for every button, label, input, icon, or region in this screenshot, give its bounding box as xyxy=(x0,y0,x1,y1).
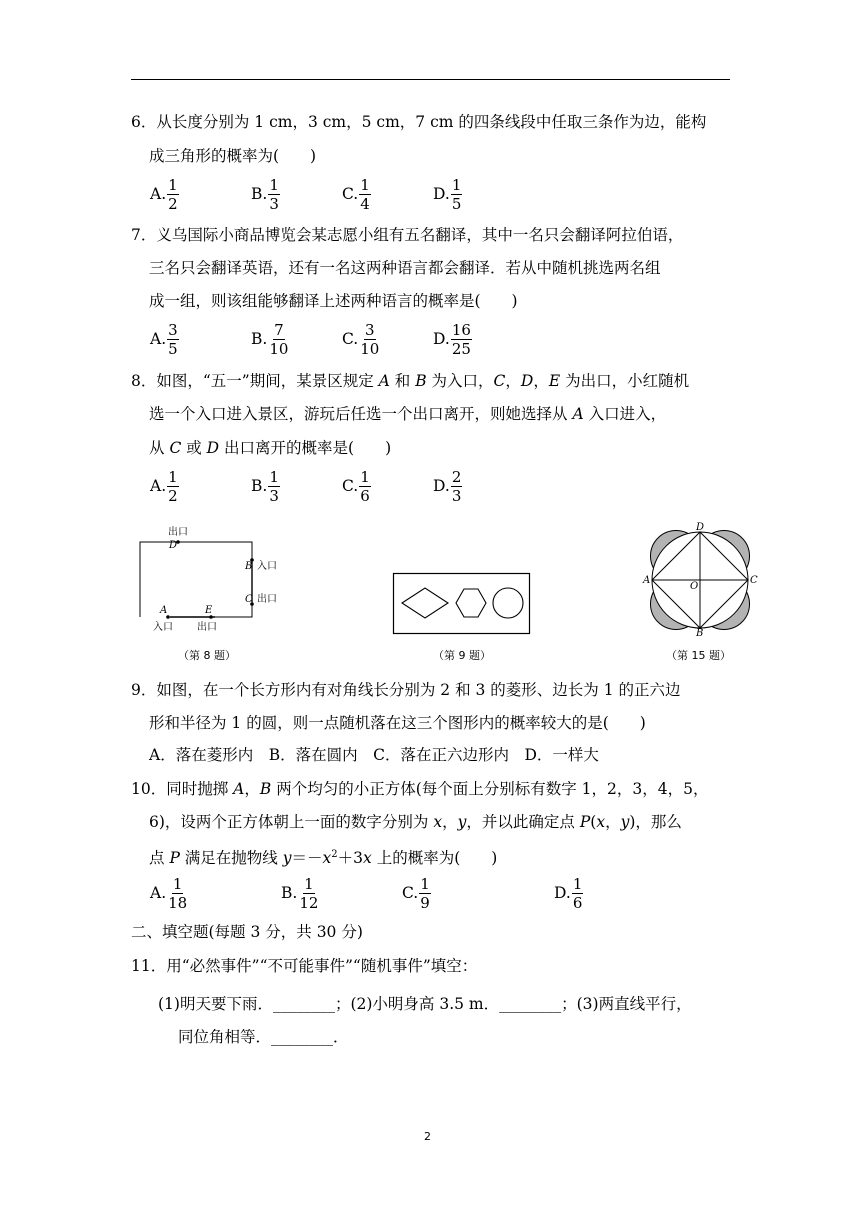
q6-choice-b: B. $\frac{1}{3}$ xyxy=(251,175,279,213)
fig8-entrance-right: 入口 xyxy=(257,561,277,572)
fig15-label-o: O xyxy=(690,581,699,592)
q7-choice-b: B. $\frac{7}{10}$ xyxy=(251,320,289,358)
fig15-label-b: B xyxy=(696,628,704,638)
fig8-label-e: E xyxy=(205,605,213,616)
fig15-caption: （第 15 题） xyxy=(666,649,731,662)
q10-choice-b: B. $\frac{1}{12}$ xyxy=(281,874,319,912)
q6-line2: 成三角形的概率为( ) xyxy=(149,147,317,165)
q8-line3: 从 C 或 D 出口离开的概率是( ) xyxy=(149,439,392,457)
figure-9 xyxy=(392,572,532,636)
q6-choice-c: C. $\frac{1}{4}$ xyxy=(342,175,370,213)
fig8-label-b: B xyxy=(245,561,253,572)
q7-choice-d: D. $\frac{16}{25}$ xyxy=(433,320,471,358)
q6-choice-d: D. $\frac{1}{5}$ xyxy=(433,175,462,213)
q7-choice-a: A. $\frac{3}{5}$ xyxy=(150,320,178,358)
figure-15 xyxy=(640,520,760,638)
q9-line3: A．落在菱形内 B．落在圆内 C．落在正六边形内 D．一样大 xyxy=(149,746,599,764)
q10-line2: 6)，设两个正方体朝上一面的数字分别为 x，y，并以此确定点 P(x，y)，那么 xyxy=(149,813,682,831)
fig8-caption: （第 8 题） xyxy=(178,649,236,662)
fig8-label-c: C xyxy=(245,594,253,605)
q10-choice-d: D. $\frac{1}{6}$ xyxy=(554,874,583,912)
fig15-label-c: C xyxy=(750,575,758,586)
q9-line2: 形和半径为 1 的圆，则一点随机落在这三个图形内的概率较大的是( ) xyxy=(149,714,646,732)
q8-choice-c: C. $\frac{1}{6}$ xyxy=(342,467,370,505)
rhombus xyxy=(402,588,448,618)
q7-line1: 7．义乌国际小商品博览会某志愿小组有五名翻译，其中一名只会翻译阿拉伯语， xyxy=(131,226,684,244)
q8-line2: 选一个入口进入景区，游玩后任选一个出口离开，则她选择从 A 入口进入， xyxy=(149,405,667,423)
q8-line1: 8．如图，“五一”期间，某景区规定 A 和 B 为入口，C，D，E 为出口，小红随机 xyxy=(131,372,690,390)
q6-line1: 6．从长度分别为 1 cm，3 cm，5 cm，7 cm 的四条线段中任取三条作为边，能构 xyxy=(131,113,707,131)
fig8-label-d: D xyxy=(169,540,178,551)
hexagon xyxy=(456,589,486,617)
fig8-label-a: A xyxy=(160,605,168,616)
q11-line3: 同位角相等．________． xyxy=(178,1028,349,1046)
q11-line1: 11．用“必然事件”“不可能事件”“随机事件”填空： xyxy=(131,957,478,975)
q8-choice-d: D. $\frac{2}{3}$ xyxy=(433,467,462,505)
q10-line3: 点 P 满足在抛物线 $y=-x^2+3x$ 上的概率为( ) xyxy=(149,849,498,868)
fig8-exit-bottom: 出口 xyxy=(197,622,217,633)
q6-choice-a: A. $\frac{1}{2}$ xyxy=(150,175,178,213)
q8-choice-a: A. $\frac{1}{2}$ xyxy=(150,467,178,505)
q7-line2: 三名只会翻译英语，还有一名这两种语言都会翻译．若从中随机挑选两名组 xyxy=(149,259,661,277)
rectangle xyxy=(394,574,530,634)
fig8-exit-right: 出口 xyxy=(257,594,277,605)
fig8-entrance-bottom: 入口 xyxy=(153,622,173,633)
q10-line1: 10．同时抛掷 A，B 两个均匀的小正方体(每个面上分别标有数字 1，2，3，4，5， xyxy=(131,780,709,798)
fig9-caption: （第 9 题） xyxy=(433,649,491,662)
fig8-exit-top: 出口 xyxy=(168,527,188,538)
circle xyxy=(493,588,523,618)
q7-line3: 成一组，则该组能够翻译上述两种语言的概率是( ) xyxy=(149,292,518,310)
q10-choice-c: C. $\frac{1}{9}$ xyxy=(402,874,430,912)
q8-choice-b: B. $\frac{1}{3}$ xyxy=(251,467,279,505)
figure-8 xyxy=(135,522,295,637)
q10-choice-a: A. $\frac{1}{18}$ xyxy=(150,874,188,912)
header-rule xyxy=(131,79,730,80)
q9-line1: 9．如图，在一个长方形内有对角线长分别为 2 和 3 的菱形、边长为 1 的正六边 xyxy=(131,681,681,699)
fig15-label-a: A xyxy=(643,575,651,586)
fig15-label-d: D xyxy=(696,522,705,533)
q7-choice-c: C. $\frac{3}{10}$ xyxy=(342,320,380,358)
section-heading: 二、填空题(每题 3 分，共 30 分) xyxy=(131,923,363,941)
q11-line2: (1)明天要下雨．________；(2)小明身高 3.5 m．________；(3)两直线平行， xyxy=(158,995,692,1013)
page-number: 2 xyxy=(424,1130,431,1143)
